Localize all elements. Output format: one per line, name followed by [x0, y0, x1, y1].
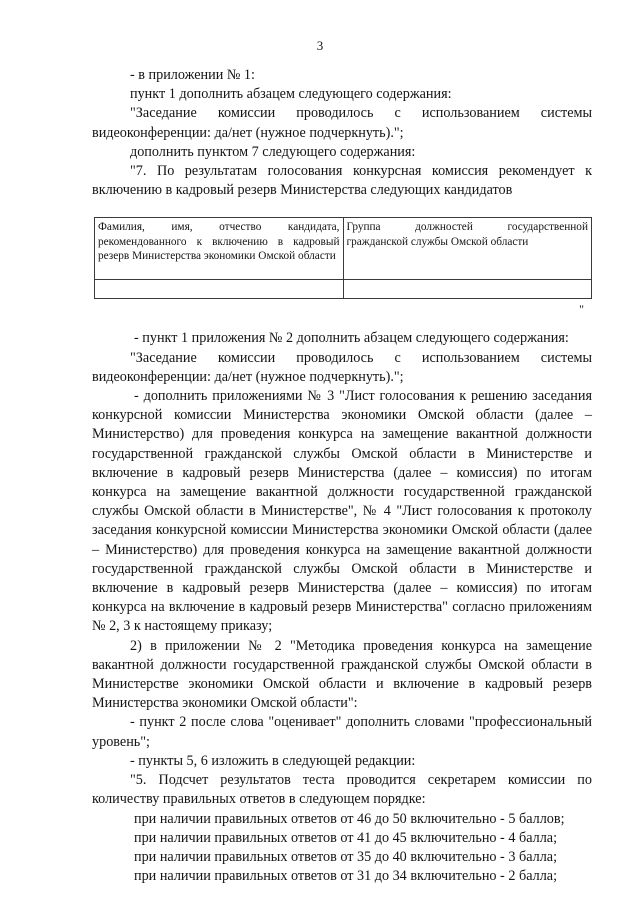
table-header-position-group: Группа должностей государственной гражданской службы Омской области: [343, 218, 592, 280]
items-5-6-amendment: - пункты 5, 6 изложить в следующей редакции:: [130, 752, 416, 769]
list-item: при наличии правильных ответов от 41 до 45 включительно - 4 балла;: [134, 829, 558, 846]
new-annexes-paragraph: - дополнить приложениями № 3 "Лист голосования к решению заседания конкурсной комиссии Министерства экономики Омской области (далее – Министерство) для проведения конкурса на замещение вакантной должности государственной гражданской службы Омской области в Министерстве и включение в кадровый резерв Министерства (далее – комиссия) по итогам конкурса на замещение вакантной должности государственной гражданской службы Омской области в Министерстве", № 4 "Лист голосования к протоколу заседания конкурсной комиссии Министерства экономики Омской области (далее – Министерство) для проведения конкурса на замещение вакантной должности государственной гражданской службы Омской области в Министерстве и включение в кадровый резерв Министерства (далее – комиссия) по итогам конкурса на включение в кадровый резерв Министерства" согласно приложениям № 2, 3 к настоящему приказу;: [92, 388, 592, 635]
item-7-text: "7. По результатам голосования конкурсная комиссия рекомендует к включению в кадровый резерв Министерства следующих кандидатов: [92, 163, 592, 199]
videoconference-paragraph: "Заседание комиссии проводилось с использованием системы видеоконференции: да/нет (нужное подчеркнуть).";: [92, 105, 592, 141]
list-item: при наличии правильных ответов от 46 до 50 включительно - 5 баллов;: [134, 810, 565, 827]
annex-1-heading: - в приложении № 1:: [130, 67, 255, 83]
table-cell: [343, 280, 592, 299]
table-header-row: [95, 218, 592, 280]
candidates-table: [94, 217, 592, 299]
page-number: 3: [316, 38, 324, 53]
annex-1-item-7-amendment: дополнить пунктом 7 следующего содержания:: [130, 143, 416, 160]
list-item: при наличии правильных ответов от 35 до 40 включительно - 3 балла;: [134, 848, 558, 865]
list-item: при наличии правильных ответов от 31 до 34 включительно - 2 балла;: [134, 868, 558, 885]
item-5-text: "5. Подсчет результатов теста проводится секретарем комиссии по количеству правильных ответов в следующем порядке:: [92, 772, 592, 808]
closing-quote: ": [579, 302, 584, 317]
annex-2-item-1-amendment: - пункт 1 приложения № 2 дополнить абзацем следующего содержания:: [134, 330, 569, 347]
annex-2-methodology-paragraph: 2) в приложении № 2 "Методика проведения конкурса на замещение вакантной должности государственной гражданской службы Омской области в Министерстве экономики Омской области и включение в кадровый резерв Министерства экономики Омской области":: [92, 637, 592, 712]
table-row: [95, 280, 592, 299]
videoconference-paragraph: "Заседание комиссии проводилось с использованием системы видеоконференции: да/нет (нужное подчеркнуть).";: [92, 349, 592, 385]
table-header-candidate: Фамилия, имя, отчество кандидата, рекомендованного к включению в кадровый резерв Министерства экономики Омской области: [95, 218, 344, 280]
annex-1-item-1-amendment: пункт 1 дополнить абзацем следующего содержания:: [130, 86, 452, 103]
document-body: [92, 66, 592, 886]
item-2-amendment: - пункт 2 после слова "оценивает" дополнить словами "профессиональный уровень";: [92, 714, 592, 750]
table-cell: [95, 280, 344, 299]
